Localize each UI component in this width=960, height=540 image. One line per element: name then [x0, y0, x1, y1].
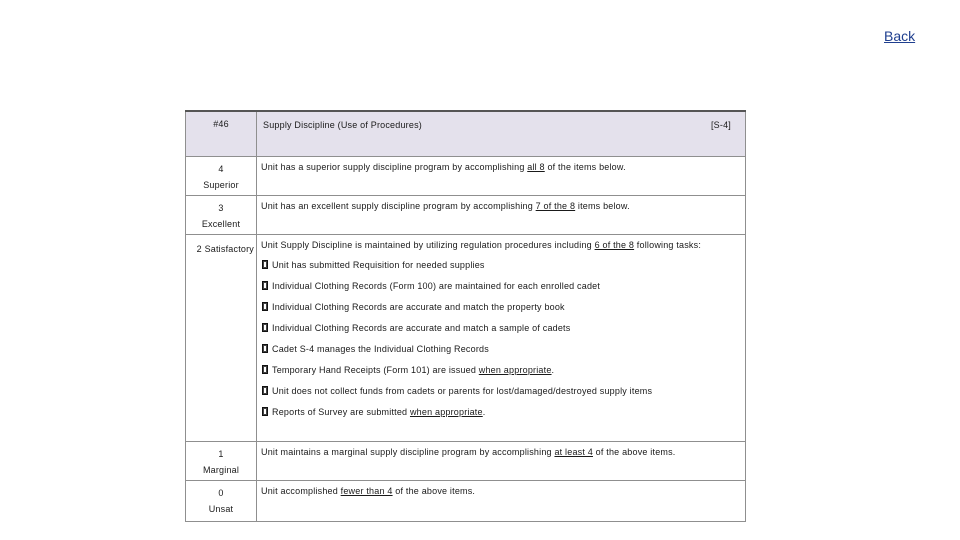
checkbox-bullet-icon: [262, 365, 268, 374]
criteria-text: [257, 235, 746, 442]
rubric-header-row: [186, 111, 746, 157]
score-value: 4: [218, 164, 224, 174]
criteria-emphasis: 7 of the 8: [535, 201, 576, 211]
rating-row-marginal: [186, 442, 746, 481]
rating-row-satisfactory: [186, 235, 746, 442]
task-item: Individual Clothing Records are accurate and match the property book: [261, 301, 735, 322]
task-item: Temporary Hand Receipts (Form 101) are issued when appropriate.: [261, 364, 735, 385]
score-cell: [186, 196, 257, 235]
checkbox-bullet-icon: [262, 344, 268, 353]
score-value-rating: 2 Satisfactory: [196, 244, 254, 254]
checkbox-bullet-icon: [262, 281, 268, 290]
item-title: Supply Discipline (Use of Procedures): [263, 120, 422, 130]
score-rating: Excellent: [201, 219, 241, 229]
score-rating: Superior: [203, 180, 239, 190]
criteria-text: Unit has a superior supply discipline program by accomplishing all 8 of the items below.: [257, 157, 746, 196]
score-cell: [186, 235, 257, 442]
task-item: Individual Clothing Records (Form 100) are maintained for each enrolled cadet: [261, 280, 735, 301]
criteria-text: Unit has an excellent supply discipline program by accomplishing 7 of the 8 items below.: [257, 196, 746, 235]
score-rating: Marginal: [202, 465, 240, 475]
criteria-emphasis: at least 4: [554, 447, 593, 457]
task-item: Unit does not collect funds from cadets or parents for lost/damaged/destroyed supply items: [261, 385, 735, 406]
score-cell: [186, 442, 257, 481]
checkbox-bullet-icon: [262, 323, 268, 332]
score-value: 0: [218, 488, 224, 498]
task-item: Individual Clothing Records are accurate and match a sample of cadets: [261, 322, 735, 343]
task-item: Cadet S-4 manages the Individual Clothing Records: [261, 343, 735, 364]
rating-row-excellent: [186, 196, 746, 235]
checkbox-bullet-icon: [262, 302, 268, 311]
rubric-table: [185, 110, 746, 522]
task-item: Unit has submitted Requisition for needed supplies: [261, 259, 735, 280]
checkbox-bullet-icon: [262, 260, 268, 269]
item-code: [S-4]: [710, 120, 731, 130]
back-link[interactable]: Back: [884, 28, 916, 44]
task-item: Reports of Survey are submitted when appropriate.: [261, 406, 735, 427]
score-cell: [186, 157, 257, 196]
score-value: 3: [218, 203, 224, 213]
score-cell: [186, 481, 257, 522]
criteria-emphasis: all 8: [527, 162, 545, 172]
item-title-cell: [257, 111, 746, 157]
item-number: #46: [186, 111, 257, 157]
rating-row-unsat: [186, 481, 746, 522]
criteria-text: Unit maintains a marginal supply discipline program by accomplishing at least 4 of the above items.: [257, 442, 746, 481]
checkbox-bullet-icon: [262, 407, 268, 416]
criteria-emphasis: fewer than 4: [340, 486, 393, 496]
criteria-intro: Unit Supply Discipline is maintained by utilizing regulation procedures including 6 of the 8 following tasks:: [261, 240, 702, 250]
criteria-text: Unit accomplished fewer than 4 of the above items.: [257, 481, 746, 522]
task-list: [261, 259, 735, 427]
score-rating: Unsat: [208, 504, 234, 514]
score-value: 1: [218, 449, 224, 459]
criteria-emphasis: 6 of the 8: [594, 240, 635, 250]
rating-row-superior: [186, 157, 746, 196]
checkbox-bullet-icon: [262, 386, 268, 395]
